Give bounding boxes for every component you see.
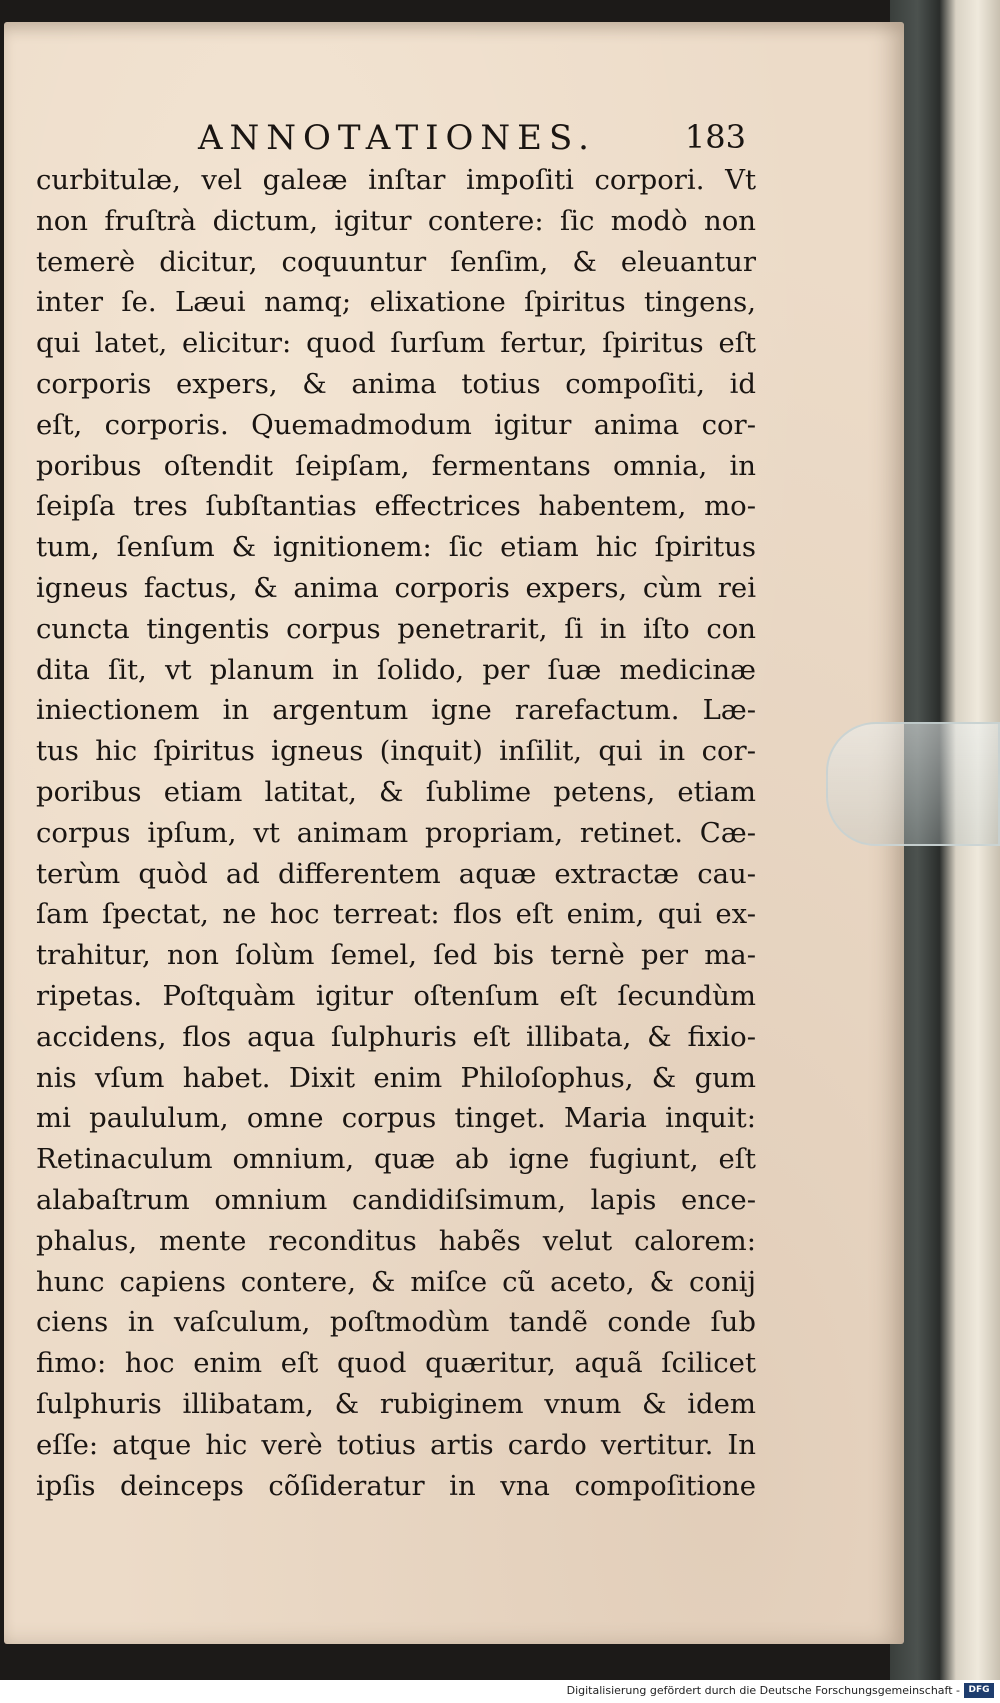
text-block: [36, 160, 756, 1506]
text-line: ipſis deinceps cõſideratur in vna compoſitione: [36, 1469, 756, 1502]
text-line: dita ſit, vt planum in ſolido, per ſuæ medicinæ: [36, 653, 756, 686]
text-line: trahitur, non ſolùm ſemel, ſed bis ternè per ma-: [36, 939, 756, 972]
text-line: fimo: hoc enim eſt quod quæritur, aquã ſcilicet: [36, 1347, 756, 1380]
text-line: temerè dicitur, coquuntur ſenſim, & eleuantur: [36, 245, 756, 278]
text-line: poribus oſtendit ſeipſam, fermentans omnia, in: [36, 449, 756, 482]
text-line: alabaſtrum omnium candidiſsimum, lapis ence-: [36, 1183, 756, 1216]
dfg-logo: DFG: [964, 1683, 994, 1698]
text-line: phalus, mente reconditus habẽs velut calorem:: [36, 1224, 756, 1257]
text-line: nis vſum habet. Dixit enim Philoſophus, & gum: [36, 1061, 756, 1094]
page-clip: [826, 722, 1000, 846]
text-line: accidens, flos aqua ſulphuris eſt illibata, & fixio-: [36, 1020, 756, 1053]
text-line: ſulphuris illibatam, & rubiginem vnum & idem: [36, 1387, 756, 1420]
page-number: 183: [684, 118, 746, 156]
page-header: [36, 118, 746, 158]
text-line: iniectionem in argentum igne rarefactum. Læ-: [36, 694, 756, 727]
text-line: tum, ſenſum & ignitionem: ſic etiam hic ſpiritus: [36, 531, 756, 564]
text-line: mi paululum, omne corpus tinget. Maria inquit:: [36, 1102, 756, 1135]
text-line: Retinaculum omnium, quæ ab igne fugiunt, eſt: [36, 1143, 756, 1176]
text-line: ſeipſa tres ſubſtantias effectrices habentem, mo-: [36, 490, 756, 523]
text-line: ripetas. Poſtquàm igitur oſtenſum eſt ſecundùm: [36, 979, 756, 1012]
text-line: ciens in vaſculum, poſtmodùm tandẽ conde ſub: [36, 1306, 756, 1339]
digitization-credit: Digitalisierung gefördert durch die Deutsche Forschungsgemeinschaft -: [566, 1684, 960, 1697]
text-line: cuncta tingentis corpus penetrarit, ſi in iſto con: [36, 612, 756, 645]
text-line: tus hic ſpiritus igneus (inquit) inſilit, qui in cor-: [36, 735, 756, 768]
text-line: hunc capiens contere, & miſce cũ aceto, & conij: [36, 1265, 756, 1298]
text-line: ſam ſpectat, ne hoc terreat: flos eſt enim, qui ex-: [36, 898, 756, 931]
text-line: non fruſtrà dictum, igitur contere: ſic modò non: [36, 204, 756, 237]
text-line: poribus etiam latitat, & ſublime petens, etiam: [36, 775, 756, 808]
text-line: eſſe: atque hic verè totius artis cardo vertitur. In: [36, 1428, 756, 1461]
text-line: corporis expers, & anima totius compoſiti, id: [36, 367, 756, 400]
text-line: inter ſe. Læui namq; elixatione ſpiritus tingens,: [36, 286, 756, 319]
text-line: igneus factus, & anima corporis expers, cùm rei: [36, 571, 756, 604]
text-line: terùm quòd ad differentem aquæ extractæ cau-: [36, 857, 756, 890]
text-line: corpus ipſum, vt animam propriam, retinet. Cæ-: [36, 816, 756, 849]
text-line: curbitulæ, vel galeæ inſtar impoſiti corpori. Vt: [36, 164, 756, 196]
running-head: ANNOTATIONES.: [198, 118, 596, 158]
text-line: eſt, corporis. Quemadmodum igitur anima cor-: [36, 408, 756, 441]
footer-bar: [0, 1680, 1000, 1703]
text-line: qui latet, elicitur: quod ſurſum fertur, ſpiritus eſt: [36, 327, 756, 360]
